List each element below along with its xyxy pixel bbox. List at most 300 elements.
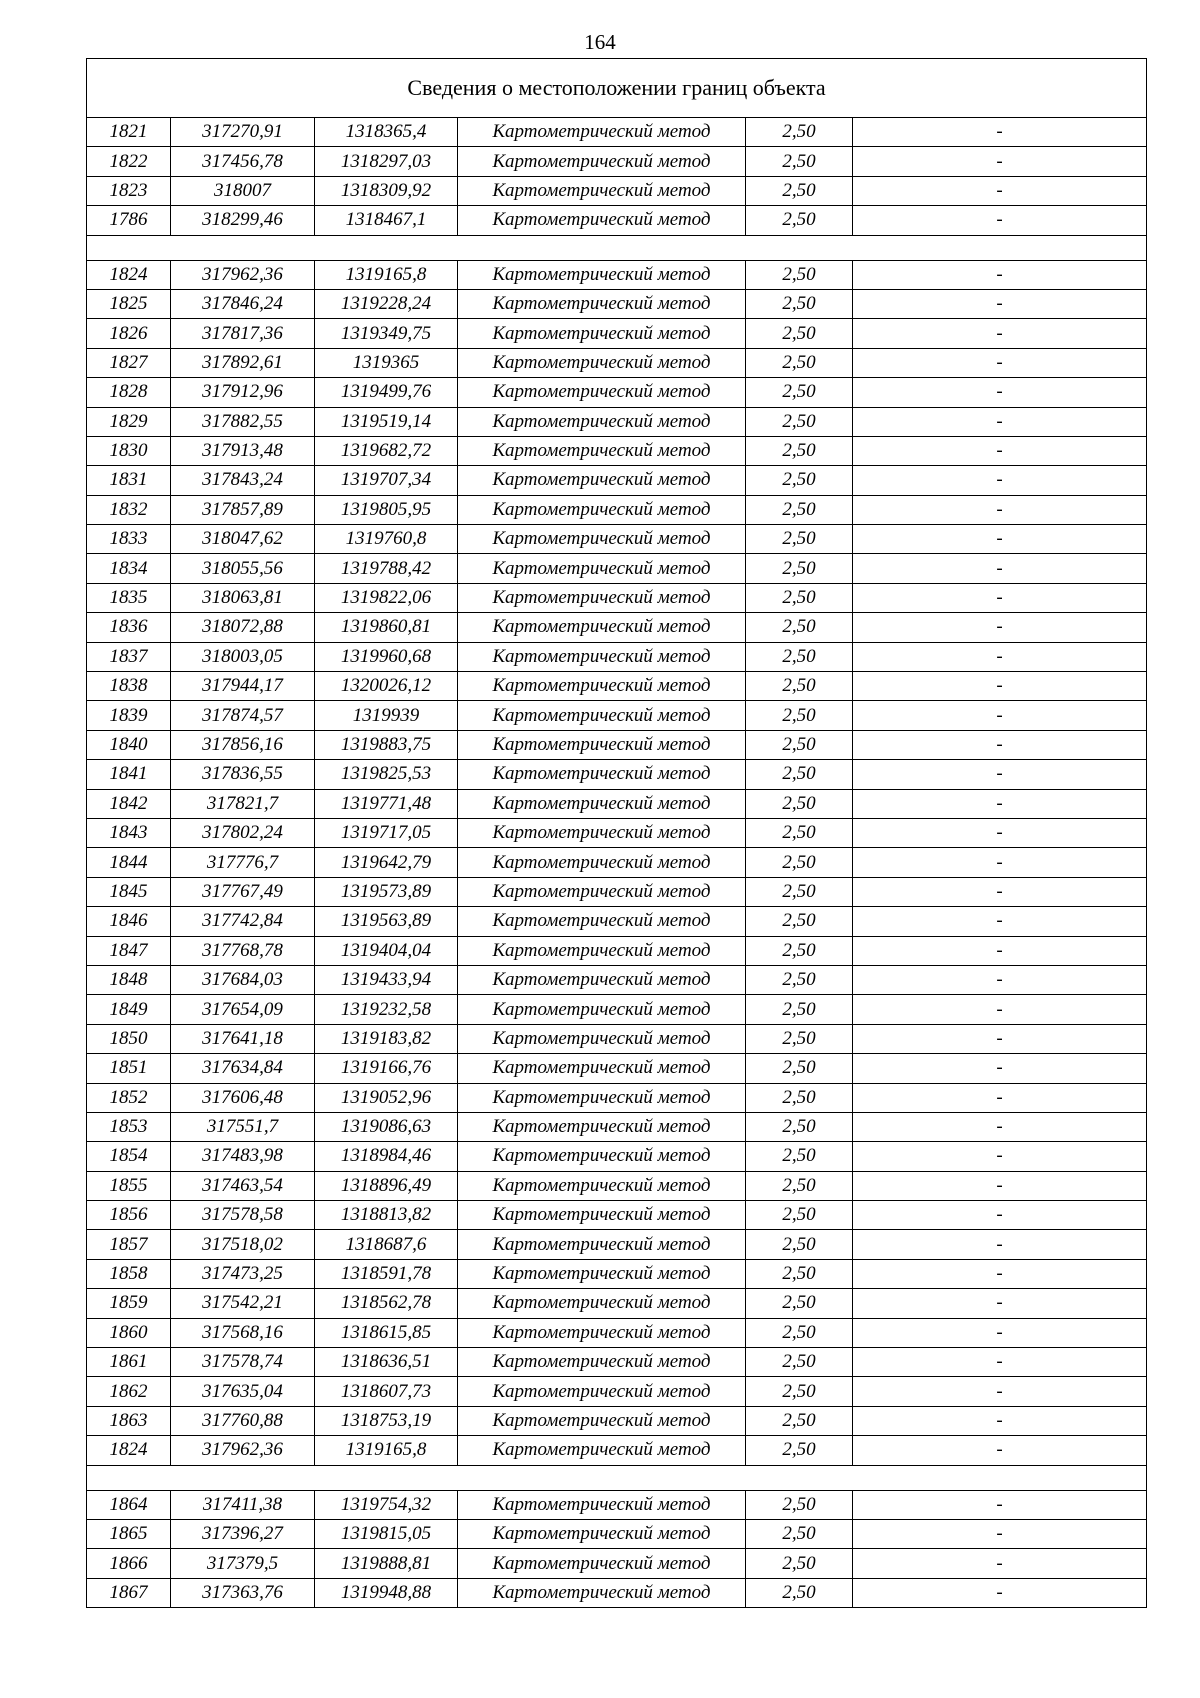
- x-coordinate-cell: 317962,36: [171, 260, 315, 289]
- method-cell: Картометрический метод: [458, 613, 746, 642]
- description-cell: -: [853, 1230, 1147, 1259]
- x-coordinate-cell: 317634,84: [171, 1054, 315, 1083]
- method-cell: Картометрический метод: [458, 378, 746, 407]
- x-coordinate-cell: 317776,7: [171, 848, 315, 877]
- y-coordinate-cell: 1319519,14: [315, 407, 458, 436]
- accuracy-cell: 2,50: [746, 118, 853, 147]
- x-coordinate-cell: 317768,78: [171, 936, 315, 965]
- point-number-cell: 1842: [87, 789, 171, 818]
- method-cell: Картометрический метод: [458, 701, 746, 730]
- point-number-cell: 1848: [87, 965, 171, 994]
- method-cell: Картометрический метод: [458, 1024, 746, 1053]
- accuracy-cell: 2,50: [746, 176, 853, 205]
- x-coordinate-cell: 317578,58: [171, 1201, 315, 1230]
- y-coordinate-cell: 1318591,78: [315, 1259, 458, 1288]
- y-coordinate-cell: 1319815,05: [315, 1519, 458, 1548]
- description-cell: -: [853, 1083, 1147, 1112]
- method-cell: Картометрический метод: [458, 348, 746, 377]
- point-number-cell: 1835: [87, 583, 171, 612]
- x-coordinate-cell: 318003,05: [171, 642, 315, 671]
- accuracy-cell: 2,50: [746, 407, 853, 436]
- table-row: [87, 1171, 1147, 1200]
- description-cell: -: [853, 407, 1147, 436]
- point-number-cell: 1860: [87, 1318, 171, 1347]
- description-cell: -: [853, 818, 1147, 847]
- point-number-cell: 1866: [87, 1549, 171, 1578]
- table-row: [87, 1259, 1147, 1288]
- description-cell: -: [853, 672, 1147, 701]
- method-cell: Картометрический метод: [458, 1406, 746, 1435]
- method-cell: Картометрический метод: [458, 1578, 746, 1607]
- accuracy-cell: 2,50: [746, 1490, 853, 1519]
- method-cell: Картометрический метод: [458, 1171, 746, 1200]
- description-cell: -: [853, 319, 1147, 348]
- accuracy-cell: 2,50: [746, 613, 853, 642]
- description-cell: -: [853, 176, 1147, 205]
- method-cell: Картометрический метод: [458, 407, 746, 436]
- table-row: [87, 407, 1147, 436]
- method-cell: Картометрический метод: [458, 818, 746, 847]
- contour-separator-row: [87, 235, 1147, 260]
- y-coordinate-cell: 1319717,05: [315, 818, 458, 847]
- method-cell: Картометрический метод: [458, 1054, 746, 1083]
- accuracy-cell: 2,50: [746, 1024, 853, 1053]
- table-row: [87, 1377, 1147, 1406]
- point-number-cell: 1824: [87, 1436, 171, 1465]
- method-cell: Картометрический метод: [458, 789, 746, 818]
- y-coordinate-cell: 1319166,76: [315, 1054, 458, 1083]
- point-number-cell: 1822: [87, 147, 171, 176]
- point-number-cell: 1830: [87, 436, 171, 465]
- accuracy-cell: 2,50: [746, 995, 853, 1024]
- description-cell: -: [853, 642, 1147, 671]
- x-coordinate-cell: 317463,54: [171, 1171, 315, 1200]
- contour-separator-cell: [87, 235, 1147, 260]
- point-number-cell: 1865: [87, 1519, 171, 1548]
- accuracy-cell: 2,50: [746, 1348, 853, 1377]
- method-cell: Картометрический метод: [458, 965, 746, 994]
- accuracy-cell: 2,50: [746, 260, 853, 289]
- method-cell: Картометрический метод: [458, 1490, 746, 1519]
- point-number-cell: 1841: [87, 760, 171, 789]
- description-cell: -: [853, 965, 1147, 994]
- description-cell: -: [853, 1171, 1147, 1200]
- description-cell: -: [853, 1436, 1147, 1465]
- table-row: [87, 1083, 1147, 1112]
- point-number-cell: 1833: [87, 525, 171, 554]
- description-cell: -: [853, 613, 1147, 642]
- y-coordinate-cell: 1319563,89: [315, 907, 458, 936]
- description-cell: -: [853, 1549, 1147, 1578]
- point-number-cell: 1858: [87, 1259, 171, 1288]
- description-cell: -: [853, 554, 1147, 583]
- description-cell: -: [853, 147, 1147, 176]
- x-coordinate-cell: 317379,5: [171, 1549, 315, 1578]
- description-cell: -: [853, 760, 1147, 789]
- point-number-cell: 1823: [87, 176, 171, 205]
- point-number-cell: 1856: [87, 1201, 171, 1230]
- accuracy-cell: 2,50: [746, 289, 853, 318]
- method-cell: Картометрический метод: [458, 583, 746, 612]
- table-title-row: [87, 59, 1147, 118]
- method-cell: Картометрический метод: [458, 1436, 746, 1465]
- table-row: [87, 1519, 1147, 1548]
- accuracy-cell: 2,50: [746, 1318, 853, 1347]
- x-coordinate-cell: 317846,24: [171, 289, 315, 318]
- description-cell: -: [853, 730, 1147, 759]
- y-coordinate-cell: 1318297,03: [315, 147, 458, 176]
- x-coordinate-cell: 317767,49: [171, 877, 315, 906]
- y-coordinate-cell: 1319888,81: [315, 1549, 458, 1578]
- table-row: [87, 1436, 1147, 1465]
- x-coordinate-cell: 317836,55: [171, 760, 315, 789]
- method-cell: Картометрический метод: [458, 1259, 746, 1288]
- accuracy-cell: 2,50: [746, 1377, 853, 1406]
- x-coordinate-cell: 317821,7: [171, 789, 315, 818]
- y-coordinate-cell: 1319165,8: [315, 1436, 458, 1465]
- method-cell: Картометрический метод: [458, 147, 746, 176]
- point-number-cell: 1861: [87, 1348, 171, 1377]
- x-coordinate-cell: 317542,21: [171, 1289, 315, 1318]
- method-cell: Картометрический метод: [458, 936, 746, 965]
- table-row: [87, 1406, 1147, 1435]
- point-number-cell: 1826: [87, 319, 171, 348]
- x-coordinate-cell: 317363,76: [171, 1578, 315, 1607]
- table-body: [87, 59, 1147, 1608]
- description-cell: -: [853, 907, 1147, 936]
- description-cell: -: [853, 525, 1147, 554]
- table-row: [87, 1230, 1147, 1259]
- method-cell: Картометрический метод: [458, 176, 746, 205]
- point-number-cell: 1831: [87, 466, 171, 495]
- point-number-cell: 1834: [87, 554, 171, 583]
- y-coordinate-cell: 1319228,24: [315, 289, 458, 318]
- y-coordinate-cell: 1318753,19: [315, 1406, 458, 1435]
- point-number-cell: 1786: [87, 206, 171, 235]
- point-number-cell: 1855: [87, 1171, 171, 1200]
- table-row: [87, 1112, 1147, 1141]
- description-cell: -: [853, 995, 1147, 1024]
- description-cell: -: [853, 466, 1147, 495]
- table-row: [87, 730, 1147, 759]
- y-coordinate-cell: 1319573,89: [315, 877, 458, 906]
- x-coordinate-cell: 317396,27: [171, 1519, 315, 1548]
- table-row: [87, 319, 1147, 348]
- accuracy-cell: 2,50: [746, 1171, 853, 1200]
- table-row: [87, 701, 1147, 730]
- x-coordinate-cell: 317473,25: [171, 1259, 315, 1288]
- point-number-cell: 1836: [87, 613, 171, 642]
- table-row: [87, 147, 1147, 176]
- description-cell: -: [853, 789, 1147, 818]
- description-cell: -: [853, 936, 1147, 965]
- x-coordinate-cell: 317944,17: [171, 672, 315, 701]
- accuracy-cell: 2,50: [746, 495, 853, 524]
- x-coordinate-cell: 318047,62: [171, 525, 315, 554]
- description-cell: -: [853, 1519, 1147, 1548]
- point-number-cell: 1863: [87, 1406, 171, 1435]
- x-coordinate-cell: 317962,36: [171, 1436, 315, 1465]
- contour-separator-row: [87, 1465, 1147, 1490]
- method-cell: Картометрический метод: [458, 848, 746, 877]
- method-cell: Картометрический метод: [458, 319, 746, 348]
- accuracy-cell: 2,50: [746, 466, 853, 495]
- accuracy-cell: 2,50: [746, 583, 853, 612]
- table-row: [87, 260, 1147, 289]
- point-number-cell: 1827: [87, 348, 171, 377]
- y-coordinate-cell: 1319822,06: [315, 583, 458, 612]
- point-number-cell: 1862: [87, 1377, 171, 1406]
- table-row: [87, 760, 1147, 789]
- description-cell: -: [853, 495, 1147, 524]
- method-cell: Картометрический метод: [458, 1142, 746, 1171]
- description-cell: -: [853, 1578, 1147, 1607]
- x-coordinate-cell: 317802,24: [171, 818, 315, 847]
- boundary-table: [86, 58, 1147, 1608]
- method-cell: Картометрический метод: [458, 672, 746, 701]
- accuracy-cell: 2,50: [746, 907, 853, 936]
- accuracy-cell: 2,50: [746, 1112, 853, 1141]
- accuracy-cell: 2,50: [746, 672, 853, 701]
- accuracy-cell: 2,50: [746, 554, 853, 583]
- y-coordinate-cell: 1319754,32: [315, 1490, 458, 1519]
- y-coordinate-cell: 1319948,88: [315, 1578, 458, 1607]
- x-coordinate-cell: 318063,81: [171, 583, 315, 612]
- method-cell: Картометрический метод: [458, 877, 746, 906]
- accuracy-cell: 2,50: [746, 525, 853, 554]
- y-coordinate-cell: 1319939: [315, 701, 458, 730]
- description-cell: -: [853, 1406, 1147, 1435]
- method-cell: Картометрический метод: [458, 730, 746, 759]
- accuracy-cell: 2,50: [746, 1406, 853, 1435]
- contour-separator-cell: [87, 1465, 1147, 1490]
- table-row: [87, 554, 1147, 583]
- accuracy-cell: 2,50: [746, 319, 853, 348]
- point-number-cell: 1847: [87, 936, 171, 965]
- accuracy-cell: 2,50: [746, 848, 853, 877]
- point-number-cell: 1839: [87, 701, 171, 730]
- y-coordinate-cell: 1319760,8: [315, 525, 458, 554]
- x-coordinate-cell: 317882,55: [171, 407, 315, 436]
- method-cell: Картометрический метод: [458, 907, 746, 936]
- table-row: [87, 1142, 1147, 1171]
- accuracy-cell: 2,50: [746, 1549, 853, 1578]
- method-cell: Картометрический метод: [458, 118, 746, 147]
- table-row: [87, 907, 1147, 936]
- point-number-cell: 1853: [87, 1112, 171, 1141]
- accuracy-cell: 2,50: [746, 1436, 853, 1465]
- point-number-cell: 1850: [87, 1024, 171, 1053]
- x-coordinate-cell: 317857,89: [171, 495, 315, 524]
- x-coordinate-cell: 318007: [171, 176, 315, 205]
- method-cell: Картометрический метод: [458, 466, 746, 495]
- method-cell: Картометрический метод: [458, 1377, 746, 1406]
- x-coordinate-cell: 317817,36: [171, 319, 315, 348]
- table-row: [87, 348, 1147, 377]
- y-coordinate-cell: 1319883,75: [315, 730, 458, 759]
- method-cell: Картометрический метод: [458, 1348, 746, 1377]
- point-number-cell: 1864: [87, 1490, 171, 1519]
- y-coordinate-cell: 1318309,92: [315, 176, 458, 205]
- point-number-cell: 1845: [87, 877, 171, 906]
- y-coordinate-cell: 1320026,12: [315, 672, 458, 701]
- x-coordinate-cell: 317641,18: [171, 1024, 315, 1053]
- x-coordinate-cell: 317684,03: [171, 965, 315, 994]
- y-coordinate-cell: 1318984,46: [315, 1142, 458, 1171]
- point-number-cell: 1852: [87, 1083, 171, 1112]
- point-number-cell: 1851: [87, 1054, 171, 1083]
- method-cell: Картометрический метод: [458, 1519, 746, 1548]
- point-number-cell: 1829: [87, 407, 171, 436]
- description-cell: -: [853, 848, 1147, 877]
- method-cell: Картометрический метод: [458, 206, 746, 235]
- y-coordinate-cell: 1319052,96: [315, 1083, 458, 1112]
- x-coordinate-cell: 317760,88: [171, 1406, 315, 1435]
- y-coordinate-cell: 1318467,1: [315, 206, 458, 235]
- table-row: [87, 525, 1147, 554]
- accuracy-cell: 2,50: [746, 1083, 853, 1112]
- description-cell: -: [853, 378, 1147, 407]
- y-coordinate-cell: 1319642,79: [315, 848, 458, 877]
- table-row: [87, 1318, 1147, 1347]
- table-row: [87, 1549, 1147, 1578]
- point-number-cell: 1825: [87, 289, 171, 318]
- table-row: [87, 118, 1147, 147]
- accuracy-cell: 2,50: [746, 436, 853, 465]
- method-cell: Картометрический метод: [458, 760, 746, 789]
- accuracy-cell: 2,50: [746, 642, 853, 671]
- accuracy-cell: 2,50: [746, 1230, 853, 1259]
- table-row: [87, 818, 1147, 847]
- x-coordinate-cell: 317456,78: [171, 147, 315, 176]
- point-number-cell: 1846: [87, 907, 171, 936]
- description-cell: -: [853, 1289, 1147, 1318]
- point-number-cell: 1838: [87, 672, 171, 701]
- x-coordinate-cell: 317843,24: [171, 466, 315, 495]
- table-row: [87, 877, 1147, 906]
- method-cell: Картометрический метод: [458, 1549, 746, 1578]
- table-row: [87, 1578, 1147, 1607]
- point-number-cell: 1857: [87, 1230, 171, 1259]
- x-coordinate-cell: 318299,46: [171, 206, 315, 235]
- method-cell: Картометрический метод: [458, 260, 746, 289]
- y-coordinate-cell: 1318636,51: [315, 1348, 458, 1377]
- method-cell: Картометрический метод: [458, 1230, 746, 1259]
- y-coordinate-cell: 1319788,42: [315, 554, 458, 583]
- accuracy-cell: 2,50: [746, 147, 853, 176]
- accuracy-cell: 2,50: [746, 877, 853, 906]
- accuracy-cell: 2,50: [746, 760, 853, 789]
- table-row: [87, 642, 1147, 671]
- point-number-cell: 1832: [87, 495, 171, 524]
- description-cell: -: [853, 1112, 1147, 1141]
- description-cell: -: [853, 206, 1147, 235]
- description-cell: -: [853, 118, 1147, 147]
- table-row: [87, 1348, 1147, 1377]
- point-number-cell: 1854: [87, 1142, 171, 1171]
- point-number-cell: 1849: [87, 995, 171, 1024]
- method-cell: Картометрический метод: [458, 995, 746, 1024]
- description-cell: -: [853, 260, 1147, 289]
- table-row: [87, 206, 1147, 235]
- table-row: [87, 613, 1147, 642]
- x-coordinate-cell: 317568,16: [171, 1318, 315, 1347]
- accuracy-cell: 2,50: [746, 1201, 853, 1230]
- y-coordinate-cell: 1319860,81: [315, 613, 458, 642]
- table-row: [87, 995, 1147, 1024]
- y-coordinate-cell: 1318607,73: [315, 1377, 458, 1406]
- x-coordinate-cell: 317912,96: [171, 378, 315, 407]
- x-coordinate-cell: 317483,98: [171, 1142, 315, 1171]
- accuracy-cell: 2,50: [746, 206, 853, 235]
- method-cell: Картометрический метод: [458, 1318, 746, 1347]
- x-coordinate-cell: 317270,91: [171, 118, 315, 147]
- y-coordinate-cell: 1319499,76: [315, 378, 458, 407]
- table-row: [87, 1289, 1147, 1318]
- point-number-cell: 1840: [87, 730, 171, 759]
- y-coordinate-cell: 1319349,75: [315, 319, 458, 348]
- method-cell: Картометрический метод: [458, 642, 746, 671]
- point-number-cell: 1859: [87, 1289, 171, 1318]
- method-cell: Картометрический метод: [458, 1112, 746, 1141]
- x-coordinate-cell: 317913,48: [171, 436, 315, 465]
- description-cell: -: [853, 1142, 1147, 1171]
- x-coordinate-cell: 317742,84: [171, 907, 315, 936]
- method-cell: Картометрический метод: [458, 1083, 746, 1112]
- description-cell: -: [853, 1201, 1147, 1230]
- y-coordinate-cell: 1319805,95: [315, 495, 458, 524]
- x-coordinate-cell: 317411,38: [171, 1490, 315, 1519]
- y-coordinate-cell: 1318813,82: [315, 1201, 458, 1230]
- table-row: [87, 848, 1147, 877]
- method-cell: Картометрический метод: [458, 525, 746, 554]
- x-coordinate-cell: 317635,04: [171, 1377, 315, 1406]
- method-cell: Картометрический метод: [458, 436, 746, 465]
- method-cell: Картометрический метод: [458, 289, 746, 318]
- description-cell: -: [853, 1054, 1147, 1083]
- method-cell: Картометрический метод: [458, 1289, 746, 1318]
- point-number-cell: 1867: [87, 1578, 171, 1607]
- x-coordinate-cell: 318055,56: [171, 554, 315, 583]
- table-title: Сведения о местоположении границ объекта: [87, 59, 1147, 118]
- accuracy-cell: 2,50: [746, 1578, 853, 1607]
- y-coordinate-cell: 1319433,94: [315, 965, 458, 994]
- accuracy-cell: 2,50: [746, 1519, 853, 1548]
- point-number-cell: 1843: [87, 818, 171, 847]
- accuracy-cell: 2,50: [746, 818, 853, 847]
- y-coordinate-cell: 1319086,63: [315, 1112, 458, 1141]
- point-number-cell: 1837: [87, 642, 171, 671]
- table-row: [87, 289, 1147, 318]
- table-row: [87, 965, 1147, 994]
- accuracy-cell: 2,50: [746, 1054, 853, 1083]
- table-row: [87, 1490, 1147, 1519]
- point-number-cell: 1824: [87, 260, 171, 289]
- x-coordinate-cell: 317892,61: [171, 348, 315, 377]
- accuracy-cell: 2,50: [746, 965, 853, 994]
- description-cell: -: [853, 1377, 1147, 1406]
- method-cell: Картометрический метод: [458, 1201, 746, 1230]
- method-cell: Картометрический метод: [458, 554, 746, 583]
- table-row: [87, 495, 1147, 524]
- y-coordinate-cell: 1319404,04: [315, 936, 458, 965]
- x-coordinate-cell: 317606,48: [171, 1083, 315, 1112]
- accuracy-cell: 2,50: [746, 348, 853, 377]
- accuracy-cell: 2,50: [746, 730, 853, 759]
- table-row: [87, 789, 1147, 818]
- y-coordinate-cell: 1319825,53: [315, 760, 458, 789]
- accuracy-cell: 2,50: [746, 1259, 853, 1288]
